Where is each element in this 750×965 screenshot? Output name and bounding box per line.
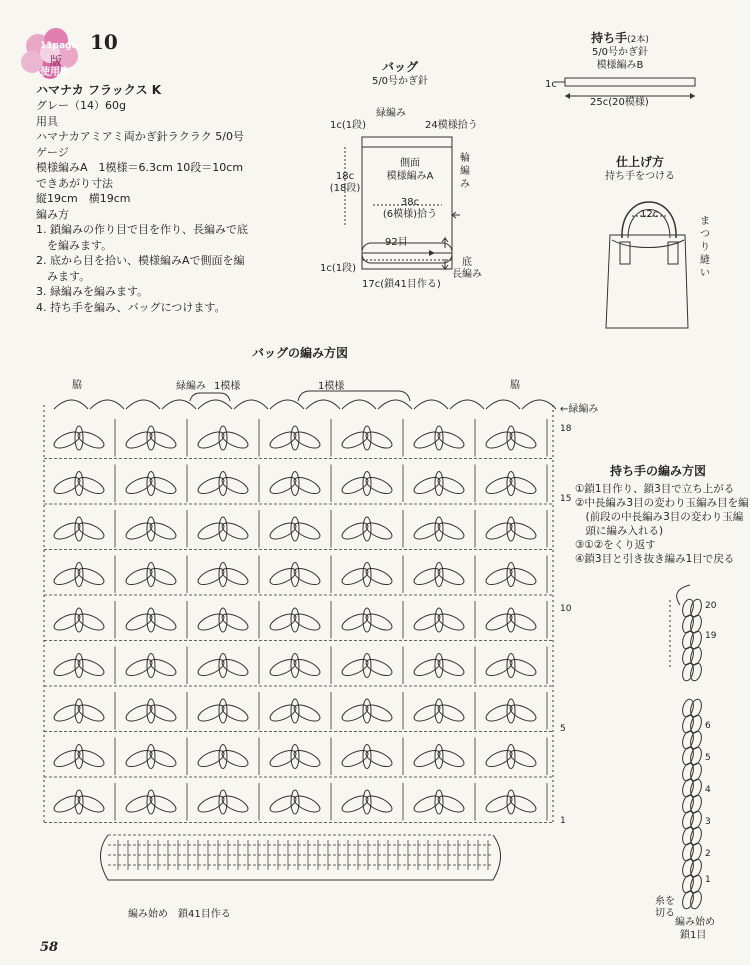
- fan-stitch-mark: [196, 611, 226, 634]
- handle-bobble-mark: [689, 810, 703, 830]
- handle-step: ②中長編み3目の変わり玉編み目を編: [575, 497, 749, 509]
- handle-bobble-mark: [689, 730, 703, 750]
- fan-stitch-mark: [52, 520, 82, 543]
- yarn-title: ハマナカ フラックス K: [36, 83, 162, 97]
- handle-count: (2本): [627, 35, 649, 45]
- fan-stitch-mark: [508, 793, 538, 816]
- fan-stitch-mark: [340, 747, 370, 770]
- info-line: ゲージ: [36, 145, 69, 159]
- chart-title: バッグの編み方図: [251, 346, 348, 360]
- edge-shell-mark: [486, 400, 520, 409]
- fan-stitch-mark: [340, 702, 370, 725]
- fan-stitch-mark: [292, 520, 322, 543]
- handle-bobble-mark: [689, 858, 703, 878]
- handle-hook: 5/0号かぎ針: [591, 47, 649, 58]
- chart-row-number: 15: [560, 494, 572, 504]
- fan-stitch-mark: [436, 702, 466, 725]
- fan-stitch-mark: [340, 565, 370, 588]
- fan-stitch-mark: [340, 611, 370, 634]
- fan-stitch-mark: [436, 474, 466, 497]
- fan-stitch-mark: [508, 611, 538, 634]
- fan-stitch-mark: [508, 702, 538, 725]
- fan-stitch-mark: [268, 611, 298, 634]
- fan-stitch-mark: [124, 656, 154, 679]
- fan-stitch-mark: [268, 793, 298, 816]
- fan-stitch-mark: [76, 474, 106, 497]
- fan-stitch-mark: [484, 656, 514, 679]
- bag-width: 38c: [400, 197, 420, 208]
- fan-stitch-mark: [124, 702, 154, 725]
- handle-bobble-mark: [689, 842, 703, 862]
- edge-shell-mark: [234, 400, 268, 409]
- handle-step: ①鎖1目作り、鎖3目で立ち上がる: [575, 483, 735, 495]
- handle-bobble-mark: [681, 794, 695, 814]
- handle-length: 25c(20模様): [590, 97, 649, 108]
- fan-stitch-mark: [364, 429, 394, 452]
- finishing-sewing: まつり縫い: [700, 216, 710, 279]
- fan-stitch-mark: [76, 520, 106, 543]
- bag-row1: 1c(1段): [330, 120, 367, 131]
- bag-hook: 5/0号かぎ針: [371, 76, 429, 87]
- fan-stitch-mark: [412, 611, 442, 634]
- info-block: [36, 82, 248, 315]
- handle-cut-label: 糸を: [655, 896, 675, 907]
- fan-stitch-mark: [484, 520, 514, 543]
- fan-stitch-mark: [412, 474, 442, 497]
- handle-step: ③①②をくり返す: [575, 539, 656, 551]
- handle-step: (前段の中長編み3目の変わり玉編: [575, 511, 744, 523]
- bag-side-pattern: 模様編みA: [386, 171, 434, 182]
- fan-stitch-mark: [364, 611, 394, 634]
- handle-bobble-mark: [681, 598, 695, 618]
- handle-bobble-mark: [689, 646, 703, 666]
- bag-edge-label: 緑編み: [376, 108, 406, 119]
- chart-row-number: 5: [560, 724, 566, 734]
- fan-stitch-mark: [148, 520, 178, 543]
- handle-title: 持ち手: [591, 31, 628, 45]
- fan-stitch-mark: [340, 429, 370, 452]
- handle-bobble-mark: [689, 762, 703, 782]
- info-line: 2. 底から目を拾い、模様編みAで側面を編: [36, 254, 245, 267]
- edge-shell-mark: [198, 400, 232, 409]
- info-line: 編み方: [36, 207, 69, 221]
- bottom-outline-mark: [101, 835, 501, 880]
- bag-height: 18c: [335, 171, 355, 182]
- handle-row-number: 1: [705, 875, 711, 885]
- bag-bottom-label: 底: [462, 257, 472, 268]
- fan-stitch-mark: [220, 611, 250, 634]
- fan-stitch-mark: [436, 747, 466, 770]
- handle-bobble-mark: [681, 858, 695, 878]
- fan-stitch-mark: [412, 520, 442, 543]
- fan-stitch-mark: [148, 702, 178, 725]
- handle-row-number: 4: [705, 785, 711, 795]
- handle-bobble-mark: [689, 598, 703, 618]
- fan-stitch-mark: [436, 793, 466, 816]
- info-line: できあがり寸法: [36, 176, 113, 190]
- info-line: みます。: [36, 269, 91, 283]
- bag-title: バッグ: [381, 60, 418, 74]
- fan-stitch-mark: [76, 747, 106, 770]
- fan-stitch-mark: [508, 565, 538, 588]
- finishing-title: 仕上げ方: [615, 155, 664, 169]
- chart-row-number: 10: [560, 604, 572, 614]
- fan-stitch-mark: [364, 702, 394, 725]
- fan-stitch-mark: [364, 747, 394, 770]
- handle-bobble-mark: [681, 810, 695, 830]
- fan-stitch-mark: [292, 702, 322, 725]
- fan-stitch-mark: [484, 611, 514, 634]
- fan-stitch-mark: [484, 702, 514, 725]
- fan-stitch-mark: [268, 474, 298, 497]
- edge-shell-mark: [54, 400, 88, 409]
- fan-stitch-mark: [484, 747, 514, 770]
- chart-side-right: 脇: [510, 380, 520, 391]
- bag-height-rows: (18段): [329, 183, 361, 194]
- fan-stitch-mark: [436, 565, 466, 588]
- pattern-number: 10: [90, 30, 118, 54]
- info-line: 縦19cm 横19cm: [36, 192, 131, 205]
- chart-row-number: 18: [560, 424, 572, 434]
- fan-stitch-mark: [124, 520, 154, 543]
- fan-stitch-mark: [196, 565, 226, 588]
- fan-stitch-mark: [196, 702, 226, 725]
- fan-stitch-mark: [52, 793, 82, 816]
- fan-stitch-mark: [340, 474, 370, 497]
- fan-stitch-mark: [124, 429, 154, 452]
- fan-stitch-mark: [268, 429, 298, 452]
- fan-stitch-mark: [196, 747, 226, 770]
- fan-stitch-mark: [412, 702, 442, 725]
- fan-stitch-mark: [148, 565, 178, 588]
- fan-stitch-mark: [292, 565, 322, 588]
- fan-stitch-mark: [340, 793, 370, 816]
- fan-stitch-mark: [412, 565, 442, 588]
- fan-stitch-mark: [508, 656, 538, 679]
- fan-stitch-mark: [412, 656, 442, 679]
- chart-start-label: 編み始め 鎖41目作る: [128, 909, 231, 920]
- chart-edge-right: ←緑編み: [560, 404, 599, 415]
- fan-stitch-mark: [292, 656, 322, 679]
- fan-stitch-mark: [196, 656, 226, 679]
- info-line: ハマナカアミアミ両かぎ針ラクラク 5/0号: [36, 130, 244, 143]
- pattern-badge: [10, 18, 100, 80]
- info-line: 4. 持ち手を編み、バッグにつけます。: [36, 300, 226, 314]
- handle-row-number: 20: [705, 601, 717, 611]
- chart-one-pattern-small: 1模様: [214, 381, 241, 392]
- fan-stitch-mark: [220, 474, 250, 497]
- badge-line1: 11page: [40, 41, 78, 51]
- handle-row-number: 3: [705, 817, 711, 827]
- fan-stitch-mark: [412, 429, 442, 452]
- handle-row-number: 6: [705, 721, 711, 731]
- fan-stitch-mark: [124, 747, 154, 770]
- fan-stitch-mark: [268, 520, 298, 543]
- fan-stitch-mark: [292, 474, 322, 497]
- handle-row-number: 5: [705, 753, 711, 763]
- fan-stitch-mark: [436, 429, 466, 452]
- fan-stitch-mark: [76, 429, 106, 452]
- bag-bottom-stitch: 長編み: [452, 269, 482, 280]
- handle-bobble-mark: [689, 826, 703, 846]
- info-line: を編みます。: [36, 238, 113, 252]
- fan-stitch-mark: [52, 429, 82, 452]
- fan-stitch-mark: [148, 429, 178, 452]
- bag-pickup-top: 24模様拾う: [425, 120, 478, 131]
- edge-shell-mark: [306, 400, 340, 409]
- fan-stitch-mark: [220, 656, 250, 679]
- fan-stitch-mark: [268, 565, 298, 588]
- fan-stitch-mark: [196, 520, 226, 543]
- edge-shell-mark: [378, 400, 412, 409]
- handle-bobble-mark: [689, 890, 703, 910]
- fan-stitch-mark: [124, 565, 154, 588]
- fan-stitch-mark: [508, 747, 538, 770]
- fan-stitch-mark: [220, 565, 250, 588]
- fan-stitch-mark: [292, 747, 322, 770]
- fan-stitch-mark: [220, 520, 250, 543]
- fan-stitch-mark: [76, 793, 106, 816]
- bag-side-label: 側面: [400, 158, 420, 169]
- bag-width-pickup: (6模様)拾う: [382, 209, 438, 220]
- handle-bobble-mark: [681, 730, 695, 750]
- handle-bobble-mark: [689, 714, 703, 734]
- handle-bobble-mark: [681, 778, 695, 798]
- fan-stitch-mark: [364, 656, 394, 679]
- handle-width: 1c: [545, 79, 557, 90]
- finishing-gap: 12c: [640, 209, 659, 220]
- chart-edge-top: 緑編み: [176, 381, 206, 392]
- handle-bobble-mark: [681, 826, 695, 846]
- fan-stitch-mark: [484, 429, 514, 452]
- fan-stitch-mark: [292, 611, 322, 634]
- finishing-subtitle: 持ち手をつける: [605, 171, 675, 182]
- handle-bobble-mark: [681, 614, 695, 634]
- bag-stitch-chart: [38, 385, 563, 915]
- edge-shell-mark: [90, 400, 124, 409]
- fan-stitch-mark: [124, 793, 154, 816]
- fan-stitch-mark: [508, 520, 538, 543]
- handle-pattern: 模様編みB: [596, 60, 644, 71]
- handle-bobble-mark: [681, 890, 695, 910]
- handle-bobble-mark: [681, 630, 695, 650]
- fan-stitch-mark: [196, 429, 226, 452]
- bag-bottom-stitches: 92目: [385, 237, 408, 248]
- fan-stitch-mark: [268, 702, 298, 725]
- handle-bobble-mark: [681, 842, 695, 862]
- handle-start-chain: 鎖1目: [680, 930, 707, 941]
- handle-bobble-mark: [689, 662, 703, 682]
- fan-stitch-mark: [484, 565, 514, 588]
- edge-shell-mark: [522, 400, 556, 409]
- badge-line2: 版: [50, 54, 63, 68]
- handle-bobble-mark: [689, 794, 703, 814]
- fan-stitch-mark: [340, 656, 370, 679]
- fan-stitch-mark: [220, 747, 250, 770]
- fan-stitch-mark: [196, 474, 226, 497]
- fan-stitch-mark: [148, 656, 178, 679]
- fan-stitch-mark: [124, 611, 154, 634]
- bag-bottom-row: 1c(1段): [320, 263, 357, 274]
- handle-bobble-mark: [681, 698, 695, 718]
- fan-stitch-mark: [364, 565, 394, 588]
- fan-stitch-mark: [364, 474, 394, 497]
- fan-stitch-mark: [52, 747, 82, 770]
- handle-bobble-mark: [689, 698, 703, 718]
- fan-stitch-mark: [292, 793, 322, 816]
- badge-line3: 使用糸: [40, 67, 70, 78]
- fan-stitch-mark: [220, 702, 250, 725]
- fan-stitch-mark: [364, 520, 394, 543]
- fan-stitch-mark: [340, 520, 370, 543]
- fan-stitch-mark: [76, 565, 106, 588]
- fan-stitch-mark: [76, 611, 106, 634]
- handle-bobble-mark: [681, 662, 695, 682]
- fan-stitch-mark: [292, 429, 322, 452]
- edge-shell-mark: [342, 400, 376, 409]
- fan-stitch-mark: [436, 656, 466, 679]
- fan-stitch-mark: [412, 793, 442, 816]
- fan-stitch-mark: [484, 793, 514, 816]
- fan-stitch-mark: [268, 656, 298, 679]
- handle-bobble-mark: [681, 746, 695, 766]
- fan-stitch-mark: [220, 429, 250, 452]
- info-line: 1. 鎖編みの作り目で目を作り、長編みで底: [36, 223, 248, 236]
- info-line: 用具: [36, 114, 58, 128]
- fan-stitch-mark: [436, 520, 466, 543]
- info-line: 模様編みA 1模様＝6.3cm 10段＝10cm: [36, 161, 244, 174]
- handle-bobble-mark: [689, 614, 703, 634]
- fan-stitch-mark: [196, 793, 226, 816]
- edge-shell-mark: [414, 400, 448, 409]
- handle-bobble-mark: [689, 630, 703, 650]
- chart-row-number: 1: [560, 816, 566, 826]
- handle-row-number: 19: [705, 631, 717, 641]
- info-line: 3. 緑編みを編みます。: [36, 285, 149, 298]
- handle-row-number: 2: [705, 849, 711, 859]
- bag-ring-label: 輪編み: [460, 153, 470, 190]
- edge-shell-mark: [450, 400, 484, 409]
- fan-stitch-mark: [412, 747, 442, 770]
- fan-stitch-mark: [148, 747, 178, 770]
- fan-stitch-mark: [124, 474, 154, 497]
- chart-side-left: 脇: [72, 380, 82, 391]
- bag-chain-label: 17c(鎖41目作る): [362, 279, 441, 290]
- fan-stitch-mark: [76, 656, 106, 679]
- fan-stitch-mark: [508, 429, 538, 452]
- fan-stitch-mark: [52, 656, 82, 679]
- handle-bobble-mark: [689, 746, 703, 766]
- fan-stitch-mark: [508, 474, 538, 497]
- fan-stitch-mark: [52, 611, 82, 634]
- handle-step: ④鎖3目と引き抜き編み1目で戻る: [575, 553, 735, 565]
- handle-bobble-mark: [681, 874, 695, 894]
- edge-shell-mark: [270, 400, 304, 409]
- page-number: 58: [40, 940, 59, 955]
- handle-bobble-mark: [681, 714, 695, 734]
- fan-stitch-mark: [484, 474, 514, 497]
- fan-stitch-mark: [52, 474, 82, 497]
- fan-stitch-mark: [220, 793, 250, 816]
- chart-one-pattern: 1模様: [318, 381, 345, 392]
- handle-bobble-mark: [681, 646, 695, 666]
- handle-step: 頭に編み入れる): [575, 525, 664, 537]
- handle-stitch-chart: [650, 580, 740, 910]
- handle-turn-mark: [677, 585, 690, 605]
- fan-stitch-mark: [148, 793, 178, 816]
- edge-shell-mark: [126, 400, 160, 409]
- fan-stitch-mark: [148, 611, 178, 634]
- fan-stitch-mark: [148, 474, 178, 497]
- handle-bobble-mark: [681, 762, 695, 782]
- fan-stitch-mark: [364, 793, 394, 816]
- fan-stitch-mark: [268, 747, 298, 770]
- handle-bobble-mark: [689, 778, 703, 798]
- handle-chart-title: 持ち手の編み方図: [610, 464, 707, 478]
- info-line: グレー（14）60g: [36, 99, 126, 112]
- fan-stitch-mark: [52, 702, 82, 725]
- fan-stitch-mark: [76, 702, 106, 725]
- fan-stitch-mark: [436, 611, 466, 634]
- fan-stitch-mark: [52, 565, 82, 588]
- handle-cut-label-2: 切る: [655, 908, 675, 919]
- handle-start-label: 編み始め: [675, 917, 715, 928]
- edge-shell-mark: [162, 400, 196, 409]
- handle-bobble-mark: [689, 874, 703, 894]
